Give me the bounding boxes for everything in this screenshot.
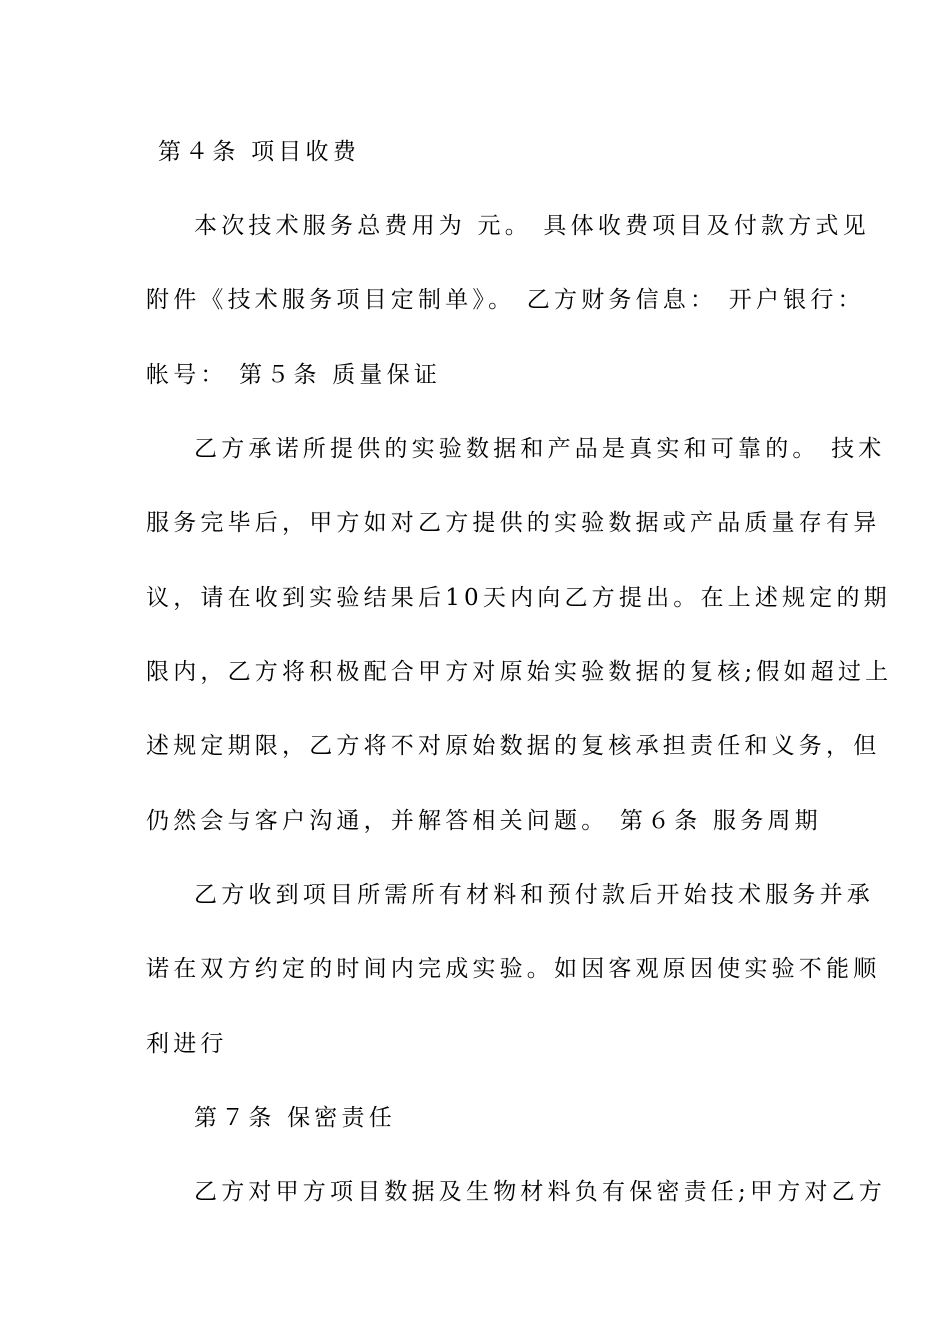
paragraph-line: 述规定期限，乙方将不对原始数据的复核承担责任和义务，但: [146, 733, 881, 759]
paragraph-line: 乙方承诺所提供的实验数据和产品是真实和可靠的。 技术: [194, 436, 886, 462]
paragraph-line: 帐号： 第５条 质量保证: [146, 362, 442, 388]
paragraph-line: 附件《技术服务项目定制单》。 乙方财务信息： 开户银行：: [146, 287, 865, 313]
paragraph-line: 利进行: [146, 1031, 228, 1057]
paragraph-line: 仍然会与客户沟通，并解答相关问题。 第６条 服务周期: [146, 808, 822, 834]
paragraph-line: 议，请在收到实验结果后10天内向乙方提出。在上述规定的期: [146, 585, 891, 611]
article-4-heading: 第４条 项目收费: [158, 139, 360, 165]
paragraph-line: 乙方对甲方项目数据及生物材料负有保密责任;甲方对乙方: [194, 1179, 886, 1205]
paragraph-line: 乙方收到项目所需所有材料和预付款后开始技术服务并承: [194, 882, 874, 908]
paragraph-line: 诺在双方约定的时间内完成实验。如因客观原因使实验不能顺: [146, 956, 881, 982]
paragraph-line: 服务完毕后，甲方如对乙方提供的实验数据或产品质量存有异: [146, 510, 881, 536]
article-7-heading: 第７条 保密责任: [194, 1105, 396, 1131]
paragraph-line: 限内，乙方将积极配合甲方对原始实验数据的复核;假如超过上: [146, 659, 893, 685]
paragraph-line: 本次技术服务总费用为 元。 具体收费项目及付款方式见: [194, 213, 870, 239]
